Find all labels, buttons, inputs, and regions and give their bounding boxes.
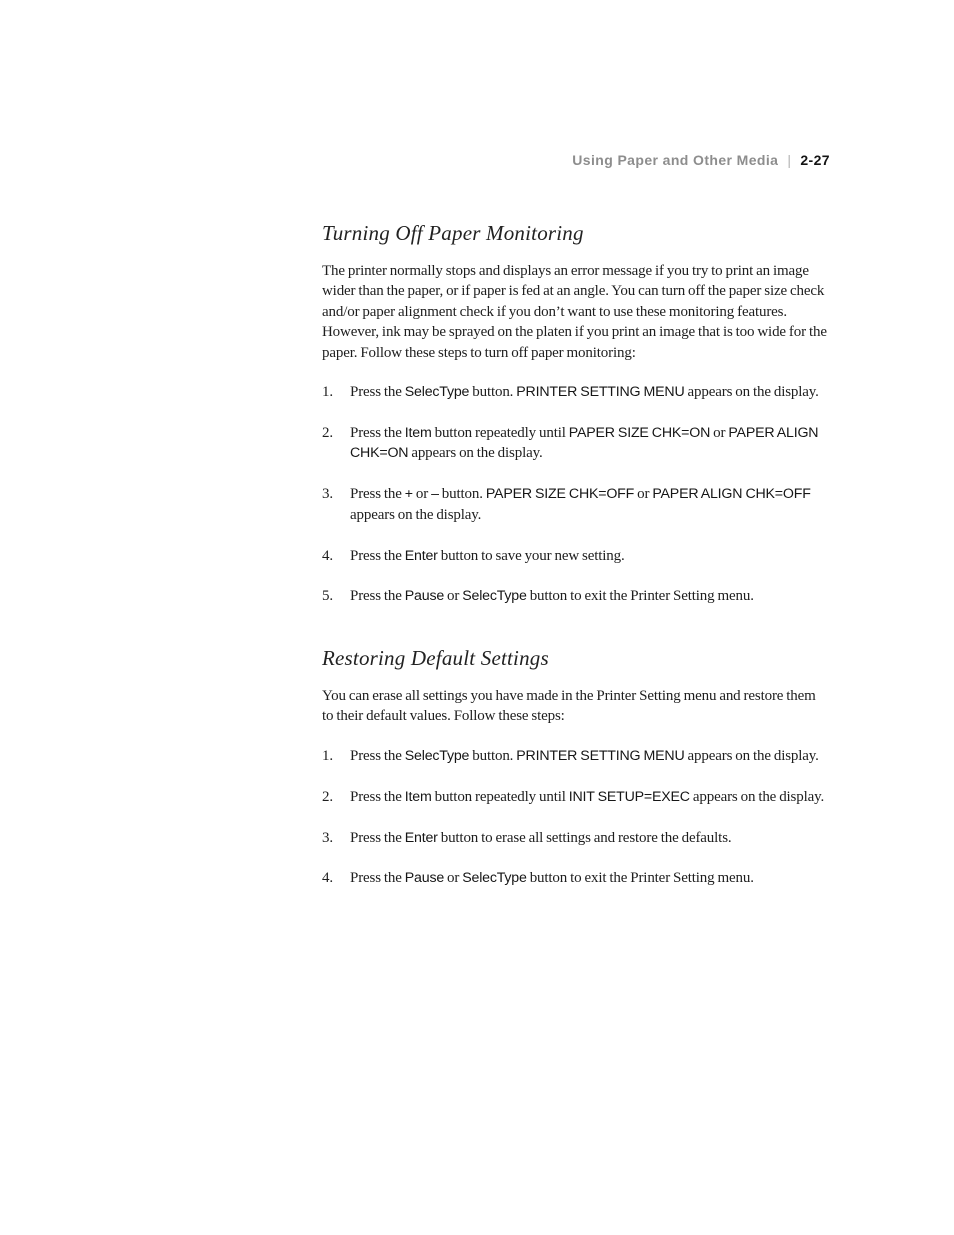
step-item <box>322 546 830 566</box>
step-number: 4. <box>322 547 333 564</box>
section-intro: The printer normally stops and displays an error message if you try to print an image wider than the paper, or if paper is fed at an angle. You can turn off the paper size check and/or paper alignment check if you don’t want to use these monitoring features. However, ink may be sprayed on the platen if you print an image that is too wide for the paper. Follow these steps to turn off paper monitoring: <box>322 263 827 361</box>
step-text-segment: or <box>444 870 463 887</box>
step-text-segment: button repeatedly until <box>431 424 569 441</box>
control-panel-term: PAPER ALIGN CHK=ON <box>350 424 819 462</box>
step-text-segment: Press the <box>350 384 405 401</box>
control-panel-term: Item <box>404 424 432 441</box>
step-text <box>350 423 830 464</box>
section-intro: You can erase all settings you have made in the Printer Setting menu and restore them to their default values. Follow these steps: <box>322 687 816 725</box>
section-turning-off-paper-monitoring <box>322 221 830 607</box>
section-restoring-default-settings <box>322 646 830 889</box>
control-panel-term: Enter <box>404 547 438 564</box>
steps-list <box>322 382 830 607</box>
step-text-segment: button repeatedly until <box>431 788 569 805</box>
control-panel-term: PRINTER SETTING MENU <box>516 384 685 401</box>
step-number: 3. <box>322 829 333 846</box>
step-number: 1. <box>322 384 333 401</box>
step-number: 2. <box>322 424 333 441</box>
step-number: 1. <box>322 747 333 764</box>
control-panel-term: + <box>404 486 413 503</box>
step-text-segment: or <box>634 486 653 503</box>
running-head: Using Paper and Other Media <box>572 152 779 168</box>
step-text-segment: or <box>412 486 432 503</box>
page-number: 2-27 <box>800 152 830 168</box>
step-text-segment: appears on the display. <box>350 506 482 523</box>
control-panel-term: Item <box>404 788 432 805</box>
step-item <box>322 586 830 606</box>
step-text-segment: button. <box>469 747 517 764</box>
control-panel-term: SelecType <box>462 588 527 605</box>
step-text-segment: Press the <box>350 747 405 764</box>
step-text <box>350 787 830 807</box>
section-heading: Turning Off Paper Monitoring <box>322 221 584 245</box>
step-item <box>322 868 830 888</box>
step-text-segment: Press the <box>350 486 405 503</box>
step-text-segment: Press the <box>350 547 405 564</box>
step-text-segment: appears on the display. <box>689 788 825 805</box>
step-text-segment: Press the <box>350 788 405 805</box>
step-item <box>322 484 830 525</box>
step-text <box>350 484 830 525</box>
control-panel-term: PAPER ALIGN CHK=OFF <box>652 486 811 503</box>
text-column <box>322 0 830 889</box>
step-item <box>322 787 830 807</box>
step-text <box>350 586 830 606</box>
step-item <box>322 746 830 766</box>
control-panel-term: SelecType <box>404 384 470 401</box>
step-text-segment: Press the <box>350 424 405 441</box>
steps-list <box>322 746 830 889</box>
step-text <box>350 546 830 566</box>
step-text-segment: appears on the display. <box>408 445 543 462</box>
control-panel-term: Pause <box>404 588 445 605</box>
control-panel-term: PAPER SIZE CHK=OFF <box>485 486 635 503</box>
step-number: 3. <box>322 486 333 503</box>
step-text-segment: or <box>710 424 729 441</box>
control-panel-term: SelecType <box>404 747 470 764</box>
step-number: 2. <box>322 788 333 805</box>
step-text-segment: Press the <box>350 588 405 605</box>
step-text <box>350 382 830 402</box>
step-item <box>322 382 830 402</box>
section-heading: Restoring Default Settings <box>322 645 549 670</box>
step-text <box>350 868 830 888</box>
step-text-segment: button to save your new setting. <box>437 547 625 564</box>
step-number: 4. <box>322 870 333 887</box>
step-text-segment: button to erase all settings and restore the defaults. <box>437 829 732 846</box>
step-text-segment: or <box>444 588 463 605</box>
header-separator: | <box>787 152 792 168</box>
step-text-segment: button. <box>438 486 486 503</box>
control-panel-term: INIT SETUP=EXEC <box>568 788 690 805</box>
step-text-segment: Press the <box>350 829 405 846</box>
control-panel-term: – <box>431 486 439 503</box>
control-panel-term: PRINTER SETTING MENU <box>516 747 685 764</box>
step-text-segment: appears on the display. <box>684 384 819 401</box>
step-item <box>322 828 830 848</box>
step-text-segment: Press the <box>350 870 405 887</box>
step-text <box>350 828 830 848</box>
control-panel-term: Enter <box>404 829 438 846</box>
step-text <box>350 746 830 766</box>
step-number: 5. <box>322 588 333 605</box>
step-text-segment: button. <box>469 384 517 401</box>
control-panel-term: PAPER SIZE CHK=ON <box>568 424 711 441</box>
control-panel-term: SelecType <box>462 870 527 887</box>
step-item <box>322 423 830 464</box>
step-text-segment: button to exit the Printer Setting menu. <box>526 588 754 605</box>
control-panel-term: Pause <box>404 870 445 887</box>
step-text-segment: appears on the display. <box>684 747 819 764</box>
step-text-segment: button to exit the Printer Setting menu. <box>526 870 754 887</box>
